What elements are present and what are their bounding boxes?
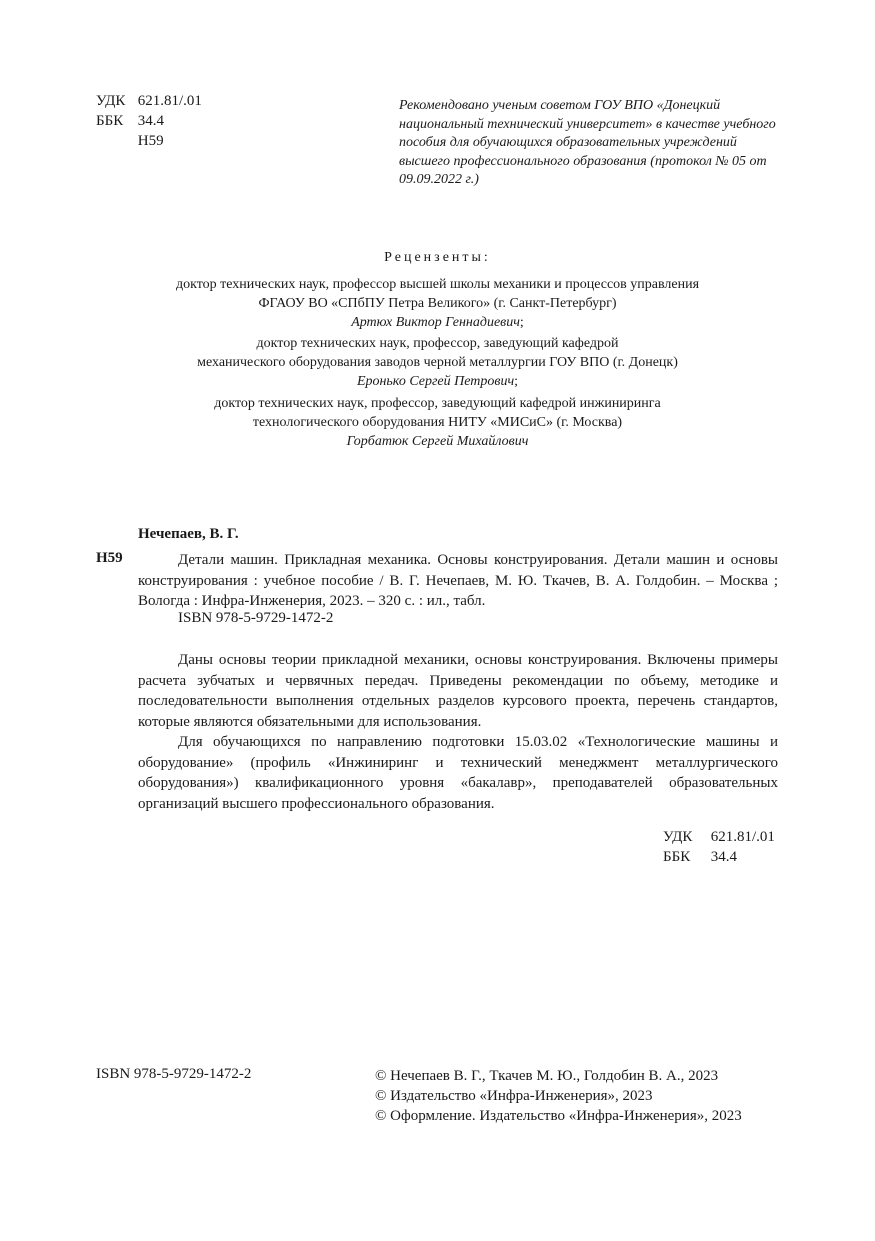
copyright-line-1: © Нечепаев В. Г., Ткачев М. Ю., Голдобин В. А., 2023 xyxy=(375,1068,719,1084)
reviewer-1-name: Артюх Виктор Геннадиевич xyxy=(351,315,520,330)
annotation xyxy=(138,650,778,814)
bib-author: Нечепаев, В. Г. xyxy=(138,526,239,542)
udk-label-2: УДК xyxy=(663,829,693,845)
bbk-value-2: 34.4 xyxy=(710,849,737,865)
footer-isbn: ISBN 978-5-9729-1472-2 xyxy=(96,1066,252,1082)
reviewer-1 xyxy=(0,275,875,332)
classification-codes xyxy=(96,91,202,151)
copyright-block xyxy=(375,1066,742,1126)
udk-row xyxy=(96,91,202,111)
reviewer-2-title: доктор технических наук, профессор, заведующий кафедрой xyxy=(256,336,619,351)
udk-label: УДК xyxy=(96,93,126,109)
reviewer-3-org: технологического оборудования НИТУ «МИСиС» (г. Москва) xyxy=(252,415,623,430)
reviewer-1-sep: ; xyxy=(519,315,524,330)
copyright-line-2: © Издательство «Инфра-Инженерия», 2023 xyxy=(375,1088,653,1104)
classification-codes-repeat xyxy=(663,827,775,867)
annotation-paragraph-2: Для обучающихся по направлению подготовки 15.03.02 «Технологические машины и оборудование» (профиль «Инжиниринг и технический менеджмент металлургического оборудования») квалификационного уровня «бакалавр», преподавателей образовательных организаций высшего профессионального образования. xyxy=(138,734,778,812)
author-sign-row xyxy=(96,131,202,151)
reviewers-heading: Рецензенты: xyxy=(384,250,491,265)
reviewer-2-name: Еронько Сергей Петрович xyxy=(356,374,515,389)
bbk-label-2: ББК xyxy=(663,849,691,865)
reviewer-1-title: доктор технических наук, профессор высшей школы механики и процессов управления xyxy=(175,277,700,292)
bbk-value: 34.4 xyxy=(137,113,164,129)
bib-description: Детали машин. Прикладная механика. Основы конструирования. Детали машин и основы конструирования : учебное пособие / В. Г. Нечепаев, М. Ю. Ткачев, В. А. Голдобин. – Москва ; Вологда : Инфра-Инженерия, 2023. – 320 с. : ил., табл. xyxy=(138,552,778,609)
recommendation-note: Рекомендовано ученым советом ГОУ ВПО «Донецкий национальный технический университет» в качестве учебного пособия для обучающихся образовательных учреждений высшего профессионального образования (протокол № 05 от 09.09.2022 г.) xyxy=(399,98,776,187)
reviewer-3 xyxy=(0,394,875,451)
copyright-line-3: © Оформление. Издательство «Инфра-Инженерия», 2023 xyxy=(375,1108,742,1124)
author-sign: Н59 xyxy=(137,133,164,149)
bib-code: Н59 xyxy=(96,550,123,566)
reviewer-2 xyxy=(0,334,875,391)
bbk-row xyxy=(96,111,202,131)
bbk-label: ББК xyxy=(96,113,124,129)
reviewer-3-name: Горбатюк Сергей Михайлович xyxy=(346,434,529,449)
annotation-paragraph-1: Даны основы теории прикладной механики, основы конструирования. Включены примеры расчета зубчатых и червячных передач. Приведены рекомендации по объему, методике и последовательности выполнения отдельных разделов курсового проекта, перечень стандартов, которые являются обязательными для использования. xyxy=(138,652,778,730)
bib-isbn: ISBN 978-5-9729-1472-2 xyxy=(178,610,334,626)
reviewer-2-org: механического оборудования заводов черной металлургии ГОУ ВПО (г. Донецк) xyxy=(197,355,678,370)
reviewer-3-title: доктор технических наук, профессор, заведующий кафедрой инжиниринга xyxy=(214,396,661,411)
udk-value-2: 621.81/.01 xyxy=(710,829,775,845)
reviewer-2-sep: ; xyxy=(514,374,519,389)
udk-value: 621.81/.01 xyxy=(137,93,202,109)
reviewer-1-org: ФГАОУ ВО «СПбПУ Петра Великого» (г. Санкт-Петербург) xyxy=(258,296,617,311)
